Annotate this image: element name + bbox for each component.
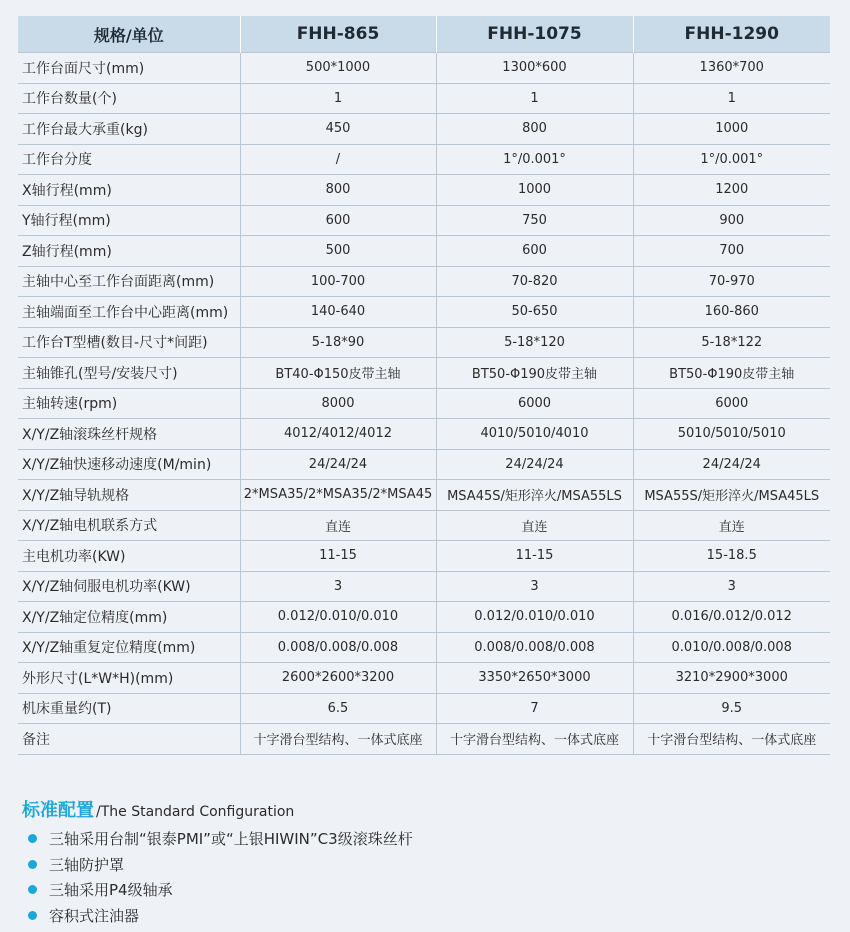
spec-value-cell: 十字滑台型结构、一体式底座: [436, 724, 633, 755]
spec-value-cell: 50-650: [436, 297, 633, 328]
spec-value-cell: 2600*2600*3200: [240, 663, 436, 694]
table-row: [18, 114, 830, 145]
row-label: 工作台面尺寸(mm): [18, 53, 240, 84]
row-label: X/Y/Z轴重复定位精度(mm): [18, 632, 240, 663]
spec-value-cell: 100-700: [240, 266, 436, 297]
spec-table: [18, 16, 830, 755]
row-label: X/Y/Z轴伺服电机功率(KW): [18, 571, 240, 602]
spec-value-cell: 1°/0.001°: [436, 144, 633, 175]
spec-value-cell: 直连: [436, 510, 633, 541]
table-row: [18, 297, 830, 328]
spec-value-cell: 24/24/24: [633, 449, 830, 480]
spec-value-cell: 3: [436, 571, 633, 602]
row-label: X/Y/Z轴滚珠丝杆规格: [18, 419, 240, 450]
spec-value-cell: 1000: [633, 114, 830, 145]
list-item: [28, 903, 413, 929]
spec-value-cell: 450: [240, 114, 436, 145]
spec-value-cell: 0.012/0.010/0.010: [436, 602, 633, 633]
spec-value-cell: 直连: [633, 510, 830, 541]
spec-value-cell: 1: [633, 83, 830, 114]
spec-value-cell: 70-970: [633, 266, 830, 297]
row-label: 工作台分度: [18, 144, 240, 175]
spec-value-cell: 6.5: [240, 693, 436, 724]
spec-value-cell: BT50-Φ190皮带主轴: [633, 358, 830, 389]
table-row: [18, 419, 830, 450]
row-label: 主电机功率(KW): [18, 541, 240, 572]
spec-value-cell: 5010/5010/5010: [633, 419, 830, 450]
spec-value-cell: 600: [240, 205, 436, 236]
spec-value-cell: MSA55S/矩形淬火/MSA45LS: [633, 480, 830, 511]
spec-value-cell: 十字滑台型结构、一体式底座: [240, 724, 436, 755]
spec-value-cell: 750: [436, 205, 633, 236]
table-row: [18, 266, 830, 297]
row-label: 机床重量约(T): [18, 693, 240, 724]
spec-value-cell: 十字滑台型结构、一体式底座: [633, 724, 830, 755]
table-row: [18, 480, 830, 511]
row-label: 工作台数量(个): [18, 83, 240, 114]
row-label: X/Y/Z轴快速移动速度(M/min): [18, 449, 240, 480]
spec-value-cell: 0.008/0.008/0.008: [240, 632, 436, 663]
header-spec-unit: 规格/单位: [18, 16, 240, 53]
table-row: [18, 175, 830, 206]
spec-value-cell: 5-18*90: [240, 327, 436, 358]
list-item-text: 三轴采用台制“银泰PMI”或“上银HIWIN”C3级滚珠丝杆: [49, 830, 413, 849]
spec-value-cell: /: [240, 144, 436, 175]
row-label: X/Y/Z轴电机联系方式: [18, 510, 240, 541]
spec-value-cell: 1: [240, 83, 436, 114]
spec-value-cell: 800: [240, 175, 436, 206]
bullet-icon: [28, 834, 37, 843]
table-row: [18, 327, 830, 358]
table-row: [18, 144, 830, 175]
spec-value-cell: 500*1000: [240, 53, 436, 84]
standard-config-list: [28, 826, 413, 928]
spec-value-cell: 70-820: [436, 266, 633, 297]
table-row: [18, 205, 830, 236]
spec-value-cell: 2*MSA35/2*MSA35/2*MSA45: [240, 480, 436, 511]
spec-value-cell: 6000: [633, 388, 830, 419]
row-label: 工作台最大承重(kg): [18, 114, 240, 145]
table-row: [18, 236, 830, 267]
spec-value-cell: BT50-Φ190皮带主轴: [436, 358, 633, 389]
row-label: 主轴锥孔(型号/安装尺寸): [18, 358, 240, 389]
list-item-text: 三轴防护罩: [49, 855, 125, 874]
spec-value-cell: 4012/4012/4012: [240, 419, 436, 450]
spec-value-cell: 0.008/0.008/0.008: [436, 632, 633, 663]
spec-value-cell: 3210*2900*3000: [633, 663, 830, 694]
standard-config-title-en: /The Standard Configuration: [96, 804, 295, 820]
spec-value-cell: 11-15: [240, 541, 436, 572]
header-row: [18, 16, 830, 53]
row-label: X/Y/Z轴定位精度(mm): [18, 602, 240, 633]
spec-value-cell: 3: [240, 571, 436, 602]
list-item: [28, 852, 413, 878]
row-label: Y轴行程(mm): [18, 205, 240, 236]
row-label: 工作台T型槽(数目-尺寸*间距): [18, 327, 240, 358]
table-row: [18, 693, 830, 724]
spec-value-cell: 直连: [240, 510, 436, 541]
spec-value-cell: 8000: [240, 388, 436, 419]
spec-value-cell: 1000: [436, 175, 633, 206]
spec-value-cell: BT40-Φ150皮带主轴: [240, 358, 436, 389]
spec-value-cell: 140-640: [240, 297, 436, 328]
table-row: [18, 541, 830, 572]
spec-value-cell: 6000: [436, 388, 633, 419]
table-row: [18, 53, 830, 84]
spec-value-cell: 7: [436, 693, 633, 724]
standard-config-title: [22, 796, 294, 822]
spec-value-cell: 900: [633, 205, 830, 236]
spec-value-cell: 1°/0.001°: [633, 144, 830, 175]
header-model-fhh-865: FHH-865: [240, 16, 436, 53]
row-label: 主轴转速(rpm): [18, 388, 240, 419]
spec-value-cell: 9.5: [633, 693, 830, 724]
row-label: 主轴端面至工作台中心距离(mm): [18, 297, 240, 328]
spec-value-cell: 3350*2650*3000: [436, 663, 633, 694]
table-row: [18, 388, 830, 419]
spec-value-cell: 1360*700: [633, 53, 830, 84]
spec-value-cell: 0.010/0.008/0.008: [633, 632, 830, 663]
header-model-fhh-1075: FHH-1075: [436, 16, 633, 53]
spec-value-cell: 24/24/24: [436, 449, 633, 480]
table-row: [18, 510, 830, 541]
list-item-text: 容积式注油器: [49, 906, 140, 925]
spec-table-body: [18, 53, 830, 755]
spec-value-cell: 4010/5010/4010: [436, 419, 633, 450]
spec-value-cell: 15-18.5: [633, 541, 830, 572]
spec-value-cell: 500: [240, 236, 436, 267]
spec-value-cell: 0.012/0.010/0.010: [240, 602, 436, 633]
list-item: [28, 877, 413, 903]
row-label: Z轴行程(mm): [18, 236, 240, 267]
row-label: X轴行程(mm): [18, 175, 240, 206]
bullet-icon: [28, 911, 37, 920]
spec-value-cell: 600: [436, 236, 633, 267]
row-label: 备注: [18, 724, 240, 755]
row-label: 主轴中心至工作台面距离(mm): [18, 266, 240, 297]
spec-value-cell: MSA45S/矩形淬火/MSA55LS: [436, 480, 633, 511]
list-item: [28, 826, 413, 852]
bullet-icon: [28, 885, 37, 894]
spec-value-cell: 3: [633, 571, 830, 602]
standard-config-title-cn: 标准配置: [22, 800, 94, 821]
row-label: 外形尺寸(L*W*H)(mm): [18, 663, 240, 694]
bullet-icon: [28, 860, 37, 869]
spec-value-cell: 800: [436, 114, 633, 145]
spec-value-cell: 11-15: [436, 541, 633, 572]
spec-value-cell: 1: [436, 83, 633, 114]
table-row: [18, 449, 830, 480]
table-row: [18, 602, 830, 633]
row-label: X/Y/Z轴导轨规格: [18, 480, 240, 511]
spec-value-cell: 160-860: [633, 297, 830, 328]
spec-value-cell: 5-18*122: [633, 327, 830, 358]
table-row: [18, 632, 830, 663]
spec-value-cell: 1200: [633, 175, 830, 206]
table-row: [18, 663, 830, 694]
table-row: [18, 724, 830, 755]
spec-value-cell: 700: [633, 236, 830, 267]
spec-value-cell: 1300*600: [436, 53, 633, 84]
spec-value-cell: 5-18*120: [436, 327, 633, 358]
spec-value-cell: 0.016/0.012/0.012: [633, 602, 830, 633]
table-row: [18, 571, 830, 602]
table-row: [18, 358, 830, 389]
table-row: [18, 83, 830, 114]
spec-value-cell: 24/24/24: [240, 449, 436, 480]
list-item-text: 三轴采用P4级轴承: [49, 881, 173, 900]
header-model-fhh-1290: FHH-1290: [633, 16, 830, 53]
